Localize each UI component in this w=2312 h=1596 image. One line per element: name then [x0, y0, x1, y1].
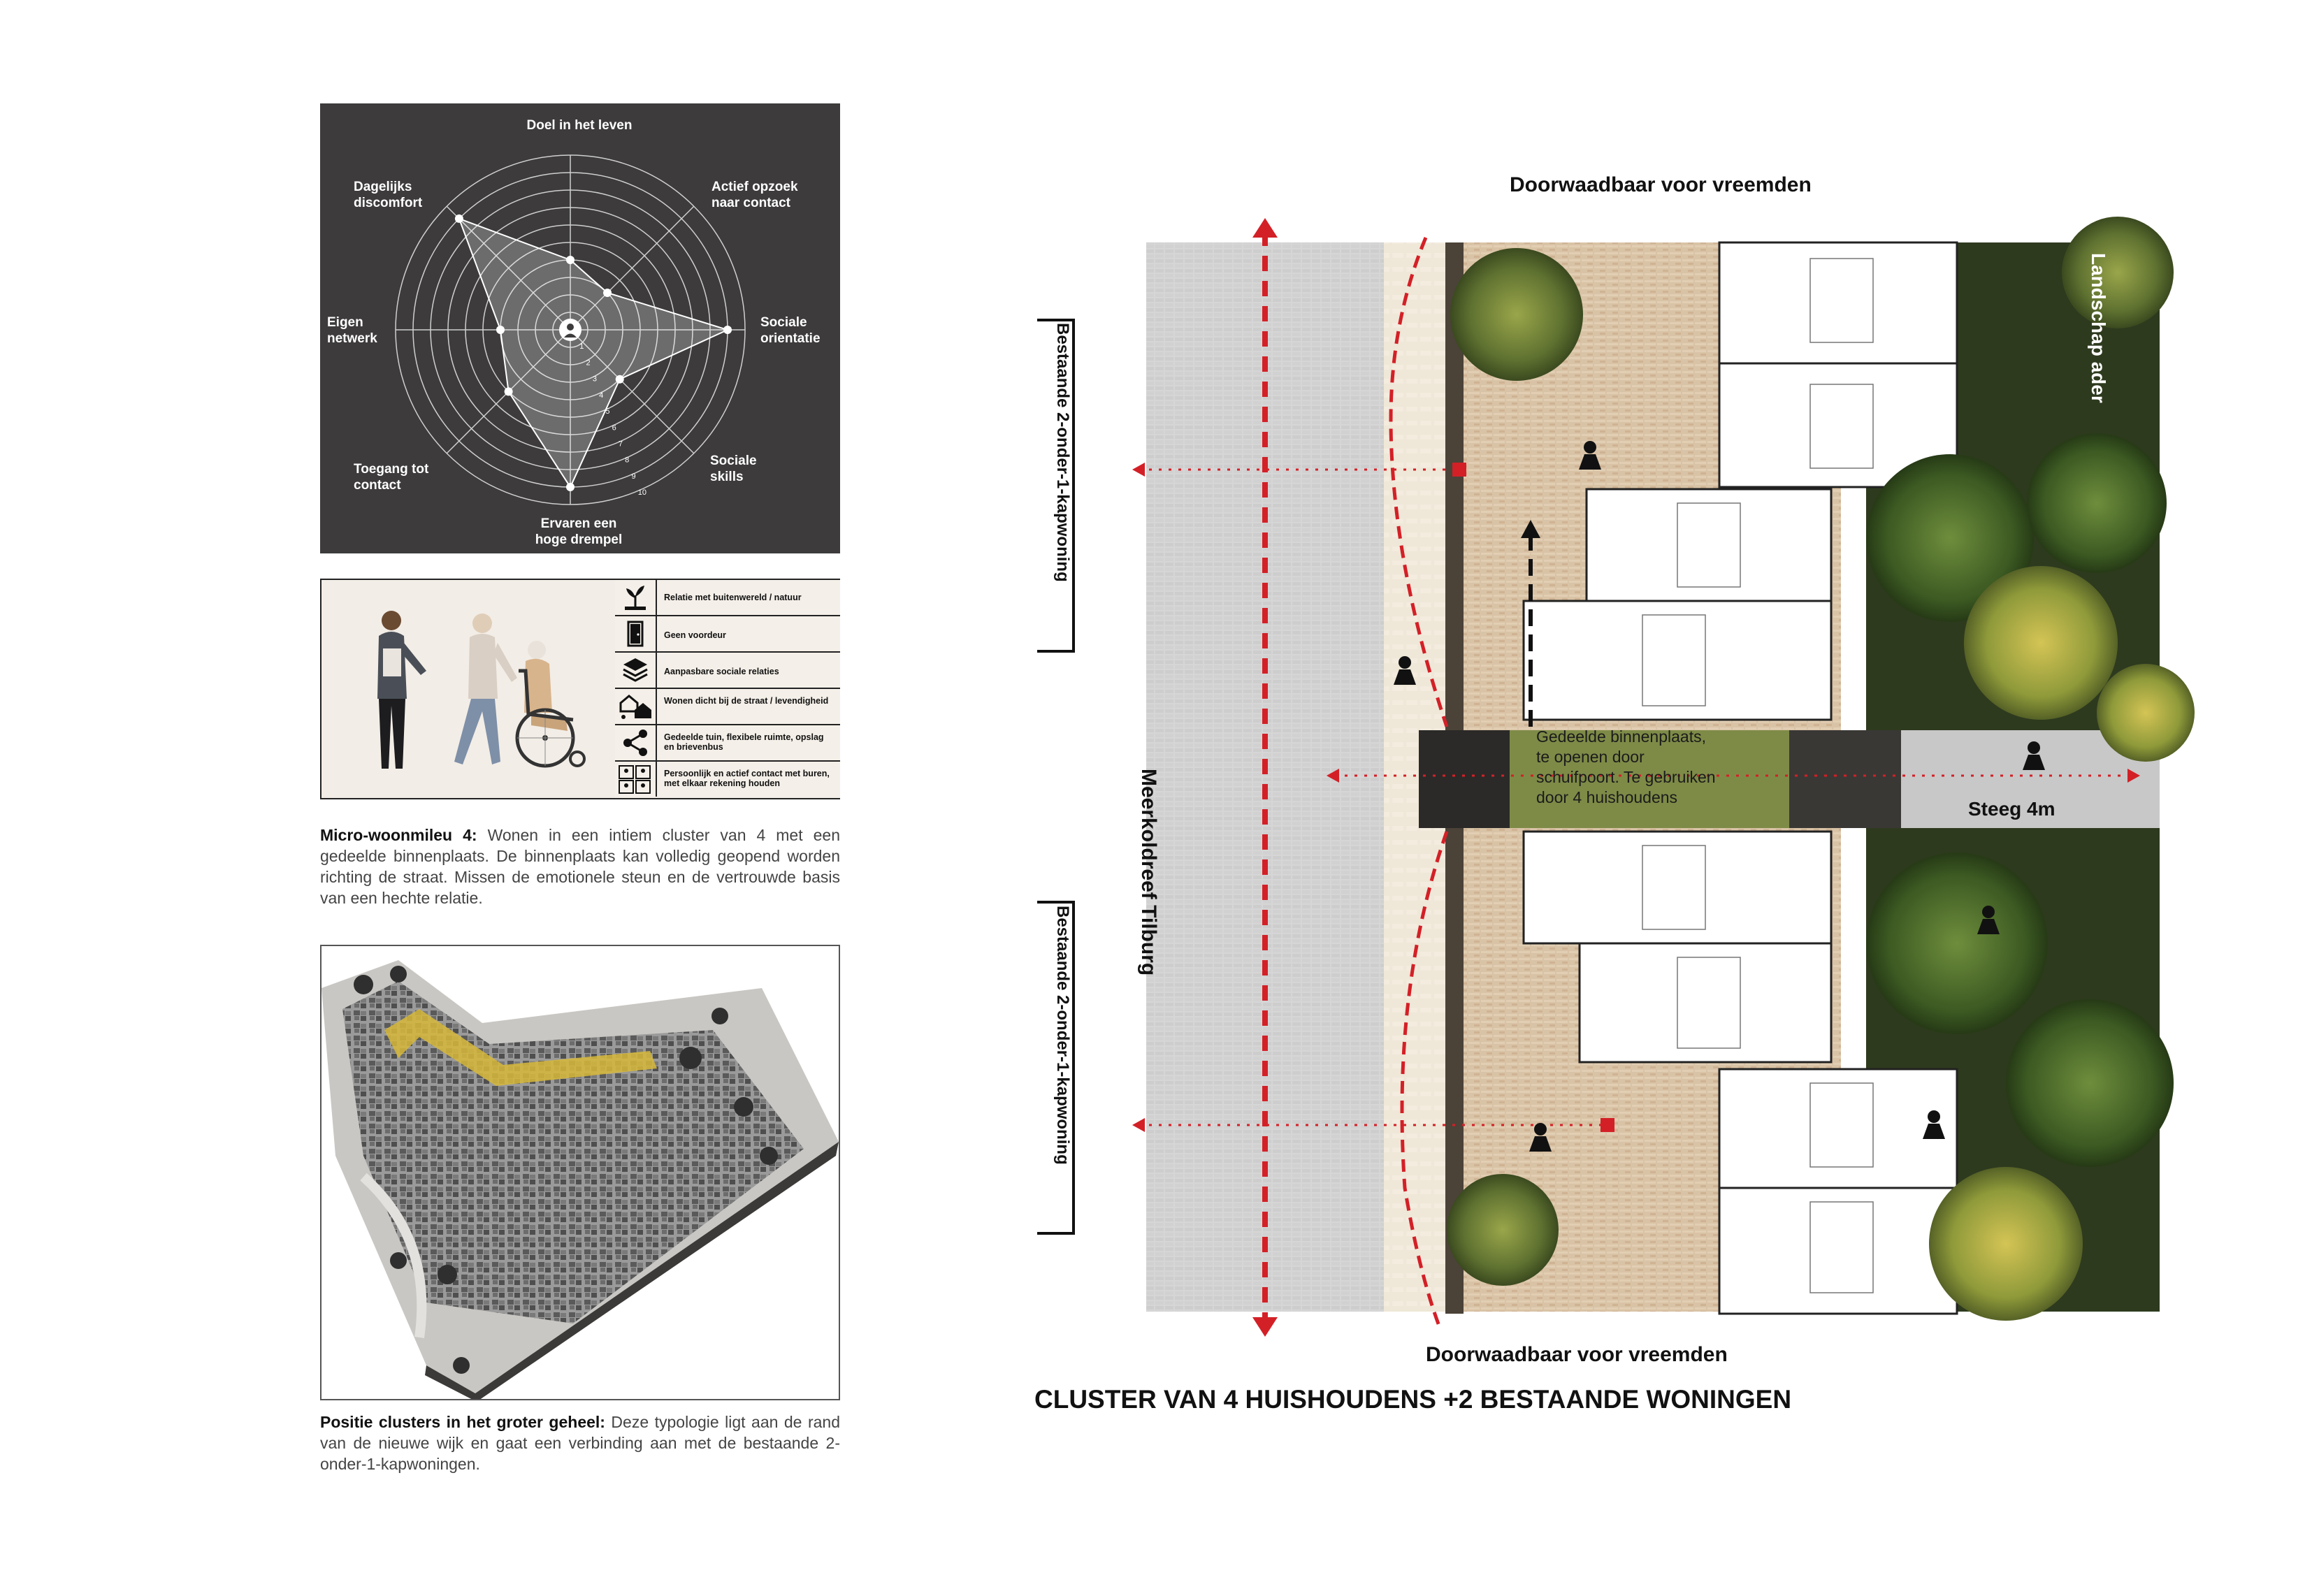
share-icon [615, 725, 657, 760]
radar-label-sociale-skills: Sociale skills [710, 454, 757, 484]
radar-label-doel: Doel in het leven [526, 118, 633, 133]
legend-item [615, 616, 840, 653]
houses-icon [615, 689, 657, 724]
radar-scale-label: 6 [612, 423, 616, 433]
plant-icon [615, 580, 657, 615]
radar-label-netwerk: Eigen netwerk [327, 315, 377, 346]
existing-house-label-top: Bestaande 2-onder-1-kapwoning [1053, 323, 1072, 582]
radar-point [566, 483, 575, 491]
radar-scale-label: 3 [592, 375, 597, 384]
legend-item [615, 653, 840, 689]
alley-label: Steeg 4m [1968, 798, 2055, 820]
plan-bottom-label: Doorwaadbaar voor vreemden [1426, 1343, 1728, 1366]
radar-scale-label: 4 [599, 391, 604, 400]
legend-item [615, 580, 840, 616]
caption-positie-clusters [320, 1412, 840, 1474]
caption-text: Wonen in een intiem cluster van 4 met een gedeelde binnenplaats. De binnenplaats kan volledig geopend worden richting de straat. Missen de emotionele steun en de vertrouwde basis van een hechte relatie. [320, 826, 840, 907]
radar-point [566, 256, 575, 264]
legend-item-label: Gedeelde tuin, flexibele ruimte, opslag en brievenbus [664, 732, 824, 752]
legend-item-label: Wonen dicht bij de straat / levendigheid [664, 696, 829, 706]
layers-icon [615, 653, 657, 688]
legend-item-label: Persoonlijk en actief contact met buren, met elkaar rekening houden [664, 769, 830, 788]
legend-item [615, 725, 840, 762]
radar-scale-label: 2 [586, 358, 591, 368]
legend-item-label: Geen voordeur [664, 630, 726, 640]
legend-list [615, 580, 840, 798]
radar-chart-panel [320, 103, 840, 553]
plan-title: CLUSTER VAN 4 HUISHOUDENS +2 BESTAANDE WONINGEN [1034, 1385, 1792, 1414]
radar-point [603, 289, 612, 297]
radar-scale-label: 1 [579, 342, 584, 351]
legend-item-label: Aanpasbare sociale relaties [664, 667, 779, 676]
caption-title: Micro-woonmileu 4: [320, 826, 477, 844]
radar-point [616, 375, 624, 384]
caption-micro-woonmilieu [320, 825, 840, 908]
radar-scale-label: 9 [631, 472, 636, 481]
user-icon-head [567, 324, 574, 331]
site-model-photo [320, 945, 840, 1400]
legend-item-label: Relatie met buitenwereld / natuur [664, 593, 802, 602]
radar-label-toegang: Toegang tot contact [354, 462, 429, 493]
existing-house-label-bottom: Bestaande 2-onder-1-kapwoning [1053, 906, 1072, 1165]
landscape-label: Landschap ader [2088, 253, 2109, 403]
legend-item [615, 762, 840, 798]
radar-point [496, 326, 505, 334]
caption-title: Positie clusters in het groter geheel: [320, 1413, 605, 1431]
site-model-illustration [321, 946, 840, 1400]
people-icon [615, 762, 657, 797]
street-label: Meerkoldreef Tilburg [1137, 769, 1160, 976]
radar-scale-label: 7 [618, 440, 623, 449]
radar-label-discomfort: Dagelijks discomfort [354, 180, 423, 210]
radar-point [723, 326, 732, 334]
radar-scale-label: 5 [605, 407, 610, 416]
radar-point [505, 387, 513, 396]
radar-scale-label: 8 [625, 456, 630, 465]
door-icon [615, 616, 657, 651]
radar-point [455, 215, 463, 223]
people-illustration [342, 594, 594, 790]
legend-item [615, 689, 840, 725]
radar-scale-label: 10 [637, 488, 646, 498]
legend-panel [320, 579, 840, 799]
plan-top-label: Doorwaadbaar voor vreemden [1510, 173, 1812, 196]
courtyard-label: Gedeelde binnenplaats, te openen door schuifpoort. Te gebruiken door 4 huishoudens [1536, 727, 1716, 806]
radar-label-sociale-orientatie: Sociale orientatie [760, 315, 821, 346]
radar-label-drempel: Ervaren een hoge drempel [535, 516, 623, 547]
caption-text: Deze typologie ligt aan de rand van de nieuwe wijk en gaat een verbinding aan met de bestaande 2-onder-1-kapwoningen. [320, 1413, 840, 1473]
radar-label-actief: Actief opzoek naar contact [711, 180, 798, 210]
